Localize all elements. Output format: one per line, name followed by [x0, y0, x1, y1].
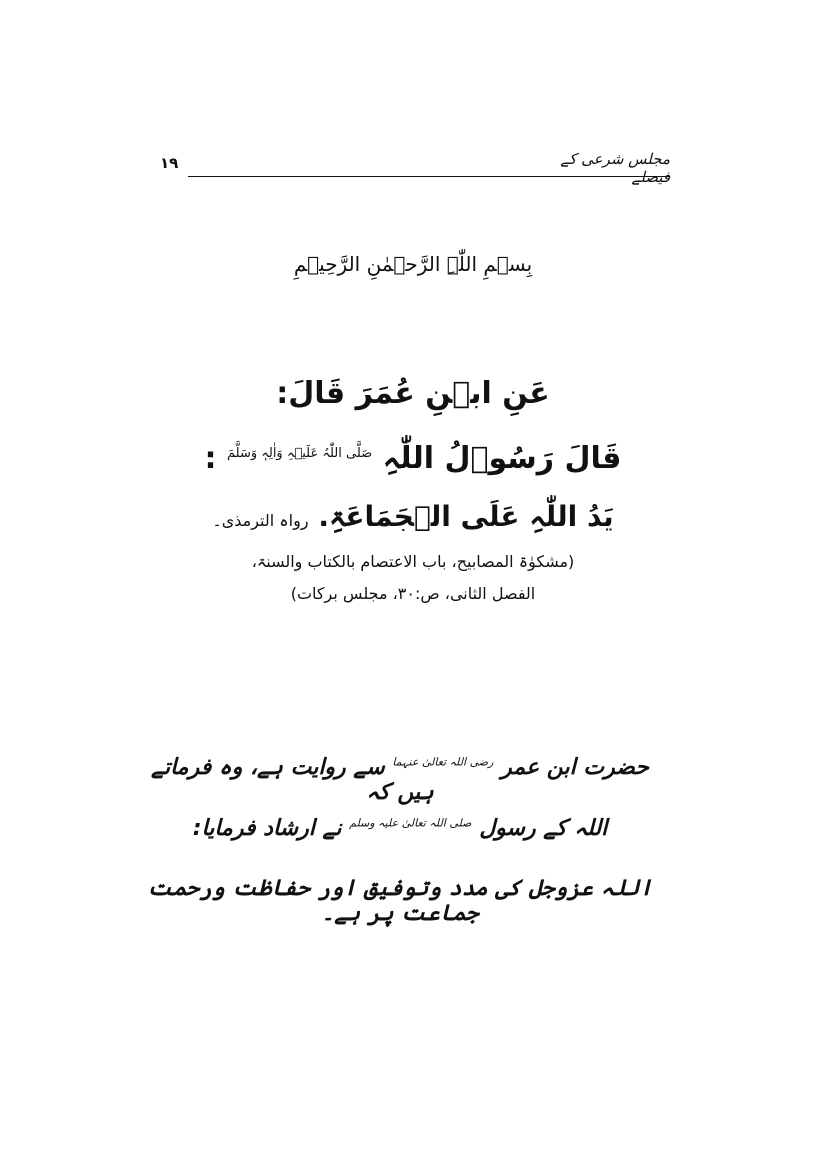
translation-line-1-end: سے روایت ہے، وہ فرماتے ہیں کہ [151, 755, 434, 805]
translation-line-3: اللہ عزوجل کی مدد وتوفیق اور حفاظت ورحمت جماعت پر ہے۔ [147, 876, 653, 926]
translation-line-2-end: نے ارشاد فرمایا: [192, 816, 342, 841]
translation-line-1 [140, 755, 660, 805]
hadith-line-1: عَنِ ابۡنِ عُمَرَ قَالَ: [276, 376, 550, 411]
hadith-line-3-main: یَدُ اللّٰہِ عَلَی الۡجَمَاعَۃِ. [318, 500, 614, 533]
reference-line-2: الفصل الثانی، ص:۳۰، مجلس برکات) [290, 584, 536, 603]
page-number: ۱۹ [160, 154, 179, 172]
reference-line-1: (مشکوٰۃ المصابیح، باب الاعتصام بالکتاب والسنۃ، [251, 552, 575, 571]
translation-salutation-2: صلی اللہ تعالیٰ علیہ وسلم [349, 816, 472, 830]
bismillah: بِسۡمِ اللّٰہِ الرَّحۡمٰنِ الرَّحِیۡمِ [293, 252, 533, 276]
book-title: مجلس شرعی کے فیصلے [560, 150, 670, 186]
translation-salutation-1: رضی اللہ تعالیٰ عنہما [392, 755, 494, 769]
hadith-line-2-main: قَالَ رَسُوۡلُ اللّٰہِ [382, 441, 622, 476]
hadith-line-2 [0, 441, 826, 476]
hadith-line-2-end: : [204, 441, 217, 476]
translation-line-2 [140, 816, 660, 841]
hadith-line-3 [0, 500, 826, 533]
running-header [160, 150, 670, 186]
translation-line-1-start: حضرت ابن عمر [501, 755, 649, 780]
salutation-text: صَلَّی اللّٰہُ عَلَیۡہِ وَاٰلِہٖ وَسَلَّمَ [226, 446, 373, 461]
narrator-tag: رواہ الترمذی۔ [212, 511, 309, 530]
translation-line-2-start: اللہ کے رسول [479, 816, 608, 841]
header-rule [188, 176, 670, 177]
